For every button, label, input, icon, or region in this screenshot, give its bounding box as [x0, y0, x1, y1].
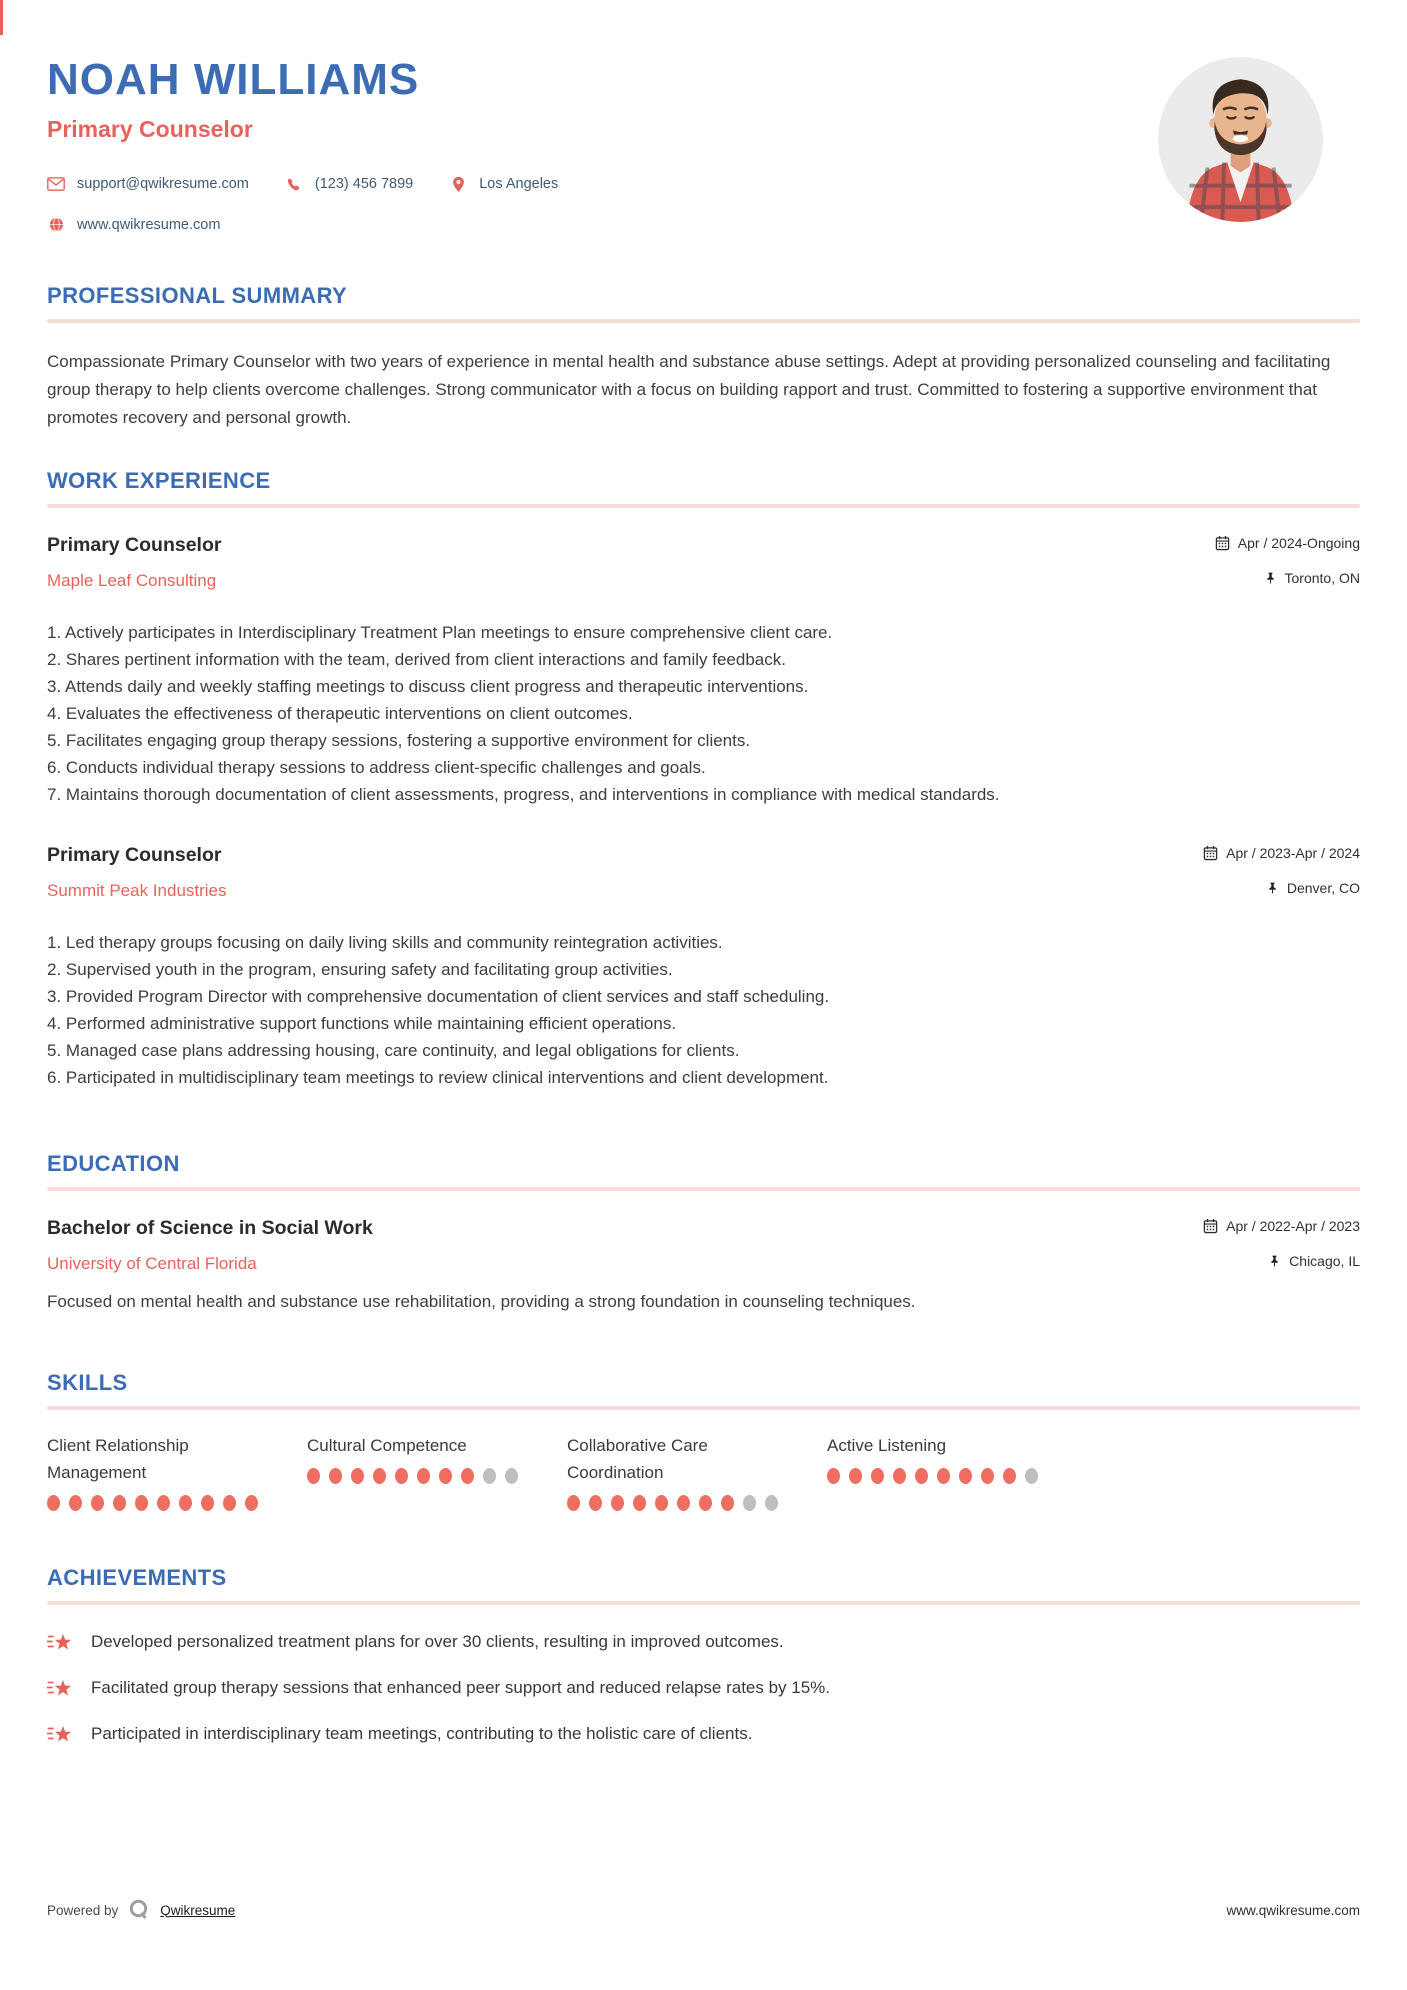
skills-heading: SKILLS: [47, 1369, 128, 1395]
education-location: [1268, 1253, 1360, 1269]
calendar-icon: [1215, 535, 1230, 551]
summary-text: Compassionate Primary Counselor with two years of experience in mental health and substance abuse settings. Adept at providing personalized counseling and facilitating group therapy to help clients overcome challenges. Strong communicator with a focus on building rapport and trust. Committed to fostering a supportive environment that promotes recovery and personal growth.: [47, 351, 1331, 427]
section-divider: [47, 1601, 1360, 1605]
job-date-text: Apr / 2023-Apr / 2024: [1226, 844, 1360, 861]
email-text: support@qwikresume.com: [77, 176, 249, 193]
skill-rating-dots: [47, 1495, 287, 1511]
experience-bullet: Performed administrative support functions while maintaining efficient operations.: [65, 1013, 677, 1033]
skill-dot-filled: [677, 1495, 690, 1511]
skill-dot-filled: [981, 1468, 994, 1484]
skill-dot-filled: [721, 1495, 734, 1511]
experience-bullet: Actively participates in Interdisciplinary Treatment Plan meetings to ensure comprehensive client care.: [64, 622, 833, 642]
job-bullet-list: [47, 929, 1360, 1091]
pushpin-icon: [1264, 571, 1277, 586]
skill-item: [827, 1432, 1087, 1511]
job-title: Primary Counselor: [47, 843, 222, 866]
skill-dot-filled: [113, 1495, 126, 1511]
calendar-icon: [1203, 1218, 1218, 1234]
achievements-list: [47, 1629, 1360, 1747]
section-achievements: [47, 1565, 1360, 1747]
school-name: University of Central Florida: [47, 1253, 257, 1273]
person-job-title: Primary Counselor: [47, 115, 253, 142]
section-work-experience: [47, 468, 1360, 1091]
education-heading: EDUCATION: [47, 1150, 180, 1176]
header: [47, 0, 1360, 233]
skill-dot-filled: [135, 1495, 148, 1511]
skill-dot-empty: [505, 1468, 518, 1484]
skill-dot-filled: [893, 1468, 906, 1484]
achievement-item: [47, 1629, 1360, 1655]
skill-dot-filled: [937, 1468, 950, 1484]
achievement-star-icon: [47, 1631, 73, 1653]
achievement-star-icon: [47, 1677, 73, 1699]
section-divider: [47, 1187, 1360, 1191]
job-location-text: Denver, CO: [1286, 880, 1360, 897]
skill-dot-filled: [633, 1495, 646, 1511]
brand-link[interactable]: Qwikresume: [160, 1902, 236, 1918]
skill-name: Client Relationship Management: [47, 1435, 189, 1482]
footer-website[interactable]: www.qwikresume.com: [1226, 1902, 1360, 1918]
avatar: [1158, 57, 1323, 222]
contact-row: [47, 176, 1360, 193]
skill-dot-filled: [329, 1468, 342, 1484]
experience-bullet: Facilitates engaging group therapy sessions, fostering a supportive environment for clients.: [65, 730, 751, 750]
contact-email[interactable]: [47, 176, 249, 192]
achievement-text: Developed personalized treatment plans for over 30 clients, resulting in improved outcomes.: [91, 1631, 784, 1651]
skill-dot-filled: [69, 1495, 82, 1511]
experience-bullet: Maintains thorough documentation of client assessments, progress, and interventions in compliance with medical standards.: [65, 784, 1000, 804]
degree-title: Bachelor of Science in Social Work: [47, 1216, 373, 1239]
skill-item: [47, 1432, 307, 1511]
website-row: [47, 217, 1360, 233]
contact-website[interactable]: [47, 217, 220, 233]
job-title: Primary Counselor: [47, 533, 222, 556]
phone-icon: [285, 177, 303, 192]
location-pin-icon: [449, 176, 467, 193]
experience-bullet: Conducts individual therapy sessions to address client-specific challenges and goals.: [65, 757, 706, 777]
skill-dot-filled: [849, 1468, 862, 1484]
globe-icon: [47, 217, 65, 232]
job-company: Maple Leaf Consulting: [47, 570, 217, 590]
job-entry: [47, 844, 1360, 1091]
skill-dot-filled: [567, 1495, 580, 1511]
website-text: www.qwikresume.com: [77, 216, 221, 233]
skill-name: Active Listening: [827, 1435, 947, 1455]
experience-heading: WORK EXPERIENCE: [47, 467, 271, 493]
qwikresume-logo-icon: [127, 1898, 151, 1922]
experience-bullet: Supervised youth in the program, ensuring safety and facilitating group activities.: [65, 959, 673, 979]
skill-dot-empty: [743, 1495, 756, 1511]
skill-dot-filled: [417, 1468, 430, 1484]
skill-rating-dots: [827, 1468, 1067, 1484]
section-education: [47, 1151, 1360, 1312]
experience-bullet: Shares pertinent information with the team, derived from client interactions and family feedback.: [65, 649, 786, 669]
section-divider: [47, 1406, 1360, 1410]
section-divider: [47, 504, 1360, 508]
phone-text: (123) 456 7899: [314, 176, 414, 193]
skill-dot-filled: [915, 1468, 928, 1484]
skill-dot-filled: [871, 1468, 884, 1484]
skill-item: [307, 1432, 567, 1511]
experience-bullet: Led therapy groups focusing on daily living skills and community reintegration activities.: [65, 932, 723, 952]
achievement-star-icon: [47, 1723, 73, 1745]
job-date: [1203, 845, 1360, 861]
skill-dot-filled: [611, 1495, 624, 1511]
education-date-text: Apr / 2022-Apr / 2023: [1226, 1217, 1360, 1234]
location-text: Los Angeles: [479, 176, 559, 193]
contact-phone: [285, 176, 413, 192]
person-name: NOAH WILLIAMS: [47, 55, 420, 104]
education-entry: [47, 1217, 1360, 1312]
mail-icon: [47, 177, 65, 191]
pushpin-icon: [1268, 1254, 1281, 1269]
skill-rating-dots: [307, 1468, 547, 1484]
skill-rating-dots: [567, 1495, 807, 1511]
skill-dot-filled: [373, 1468, 386, 1484]
skill-dot-filled: [655, 1495, 668, 1511]
skill-dot-filled: [1003, 1468, 1016, 1484]
skill-dot-filled: [395, 1468, 408, 1484]
skill-dot-empty: [1025, 1468, 1038, 1484]
powered-by: [47, 1898, 235, 1922]
skill-dot-empty: [483, 1468, 496, 1484]
powered-by-label: Powered by: [47, 1902, 119, 1918]
achievement-item: [47, 1675, 1360, 1701]
skill-dot-filled: [157, 1495, 170, 1511]
experience-bullet: Attends daily and weekly staffing meetings to discuss client progress and therapeutic interventions.: [64, 676, 809, 696]
achievement-text: Participated in interdisciplinary team meetings, contributing to the holistic care of clients.: [91, 1723, 753, 1743]
job-entry: [47, 534, 1360, 808]
calendar-icon: [1203, 845, 1218, 861]
section-skills: [47, 1370, 1360, 1511]
skill-name: Cultural Competence: [307, 1435, 467, 1455]
skill-dot-filled: [91, 1495, 104, 1511]
education-date: [1203, 1218, 1360, 1234]
job-bullet-list: [47, 619, 1360, 808]
skill-dot-filled: [461, 1468, 474, 1484]
experience-bullet: Managed case plans addressing housing, care continuity, and legal obligations for clients.: [65, 1040, 740, 1060]
skill-dot-filled: [223, 1495, 236, 1511]
experience-bullet: Provided Program Director with comprehensive documentation of client services and staff scheduling.: [65, 986, 830, 1006]
job-date: [1215, 535, 1360, 551]
skill-dot-filled: [201, 1495, 214, 1511]
skill-dot-filled: [827, 1468, 840, 1484]
experience-bullet: Evaluates the effectiveness of therapeutic interventions on client outcomes.: [65, 703, 633, 723]
skills-grid: [47, 1432, 1360, 1511]
job-company: Summit Peak Industries: [47, 880, 227, 900]
section-divider: [47, 319, 1360, 323]
skill-dot-filled: [307, 1468, 320, 1484]
skill-dot-empty: [765, 1495, 778, 1511]
skill-dot-filled: [179, 1495, 192, 1511]
experience-bullet: Participated in multidisciplinary team meetings to review clinical interventions and client development.: [65, 1067, 829, 1087]
skill-dot-filled: [47, 1495, 60, 1511]
job-location: [1266, 880, 1360, 896]
pushpin-icon: [1266, 881, 1279, 896]
achievement-text: Facilitated group therapy sessions that enhanced peer support and reduced relapse rates by 15%.: [91, 1677, 831, 1697]
achievement-item: [47, 1721, 1360, 1747]
skill-dot-filled: [439, 1468, 452, 1484]
achievements-heading: ACHIEVEMENTS: [47, 1564, 227, 1590]
contact-location: [449, 176, 558, 193]
job-location: [1264, 570, 1360, 586]
summary-heading: PROFESSIONAL SUMMARY: [47, 282, 348, 308]
skill-dot-filled: [589, 1495, 602, 1511]
skill-dot-filled: [959, 1468, 972, 1484]
skill-dot-filled: [245, 1495, 258, 1511]
skill-name: Collaborative Care Coordination: [567, 1435, 708, 1482]
footer: [47, 1898, 1360, 1922]
job-date-text: Apr / 2024-Ongoing: [1237, 534, 1360, 551]
section-professional-summary: [47, 283, 1360, 432]
job-location-text: Toronto, ON: [1284, 570, 1360, 587]
skill-item: [567, 1432, 827, 1511]
skill-dot-filled: [699, 1495, 712, 1511]
skill-dot-filled: [351, 1468, 364, 1484]
education-location-text: Chicago, IL: [1289, 1253, 1360, 1270]
education-description: Focused on mental health and substance use rehabilitation, providing a strong foundation in counseling techniques.: [47, 1291, 916, 1311]
